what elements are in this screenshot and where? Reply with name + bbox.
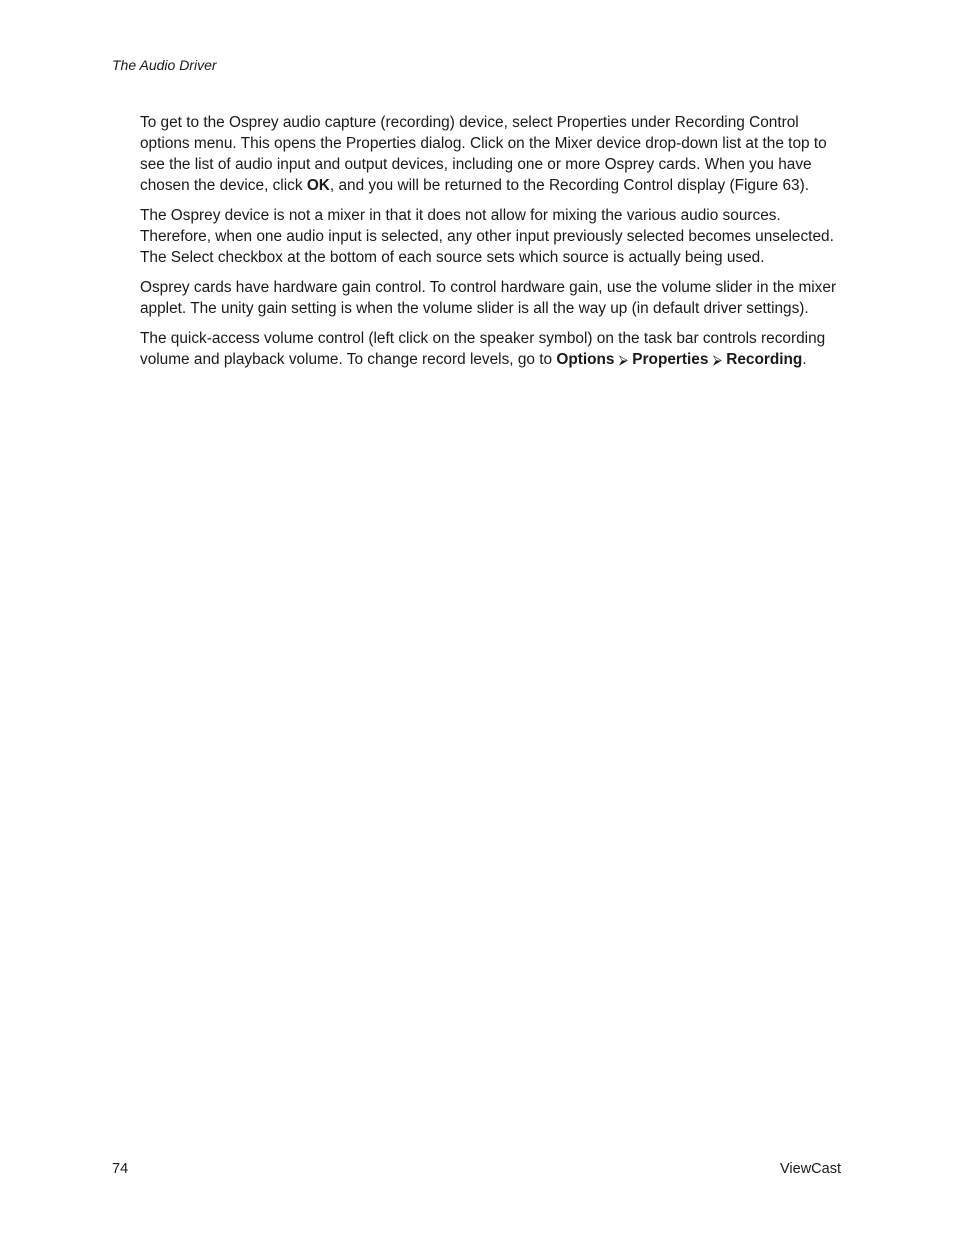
page-number: 74 [112, 1161, 129, 1177]
body-text [140, 112, 846, 379]
footer-brand: ViewCast [780, 1161, 841, 1177]
arrow-right-icon: ⮚ [712, 352, 722, 367]
running-header: The Audio Driver [112, 57, 217, 73]
menu-properties: Properties [632, 351, 709, 368]
paragraph-1-text-a: To get to the Osprey audio capture (recording) device, select Properties under Recording Control options menu. This opens the Properties dialog. Click on the Mixer device drop-down list at the top to see the list of audio input and output devices, including one or more Osprey cards. When you have chosen the device, click [140, 114, 827, 194]
paragraph-4-text-a: The quick-access volume control (left click on the speaker symbol) on the task bar controls recording volume and playback volume. To change record levels, go to [140, 330, 826, 368]
paragraph-3: Osprey cards have hardware gain control. To control hardware gain, use the volume slider in the mixer applet. The unity gain setting is when the volume slider is all the way up (in default driver settings). [140, 279, 837, 317]
paragraph-2: The Osprey device is not a mixer in that it does not allow for mixing the various audio sources. Therefore, when one audio input is selected, any other input previously selected becomes unselected. The Select checkbox at the bottom of each source sets which source is actually being used. [140, 207, 834, 266]
paragraph-4 [140, 328, 846, 370]
paragraph-1 [140, 112, 846, 196]
menu-options: Options [556, 351, 615, 368]
menu-recording: Recording [726, 351, 803, 368]
paragraph-4-text-b: . [802, 351, 807, 368]
ok-term: OK [306, 177, 330, 194]
arrow-right-icon: ⮚ [618, 352, 629, 367]
paragraph-1-text-b: , and you will be returned to the Recording Control display (Figure 63). [329, 177, 809, 194]
